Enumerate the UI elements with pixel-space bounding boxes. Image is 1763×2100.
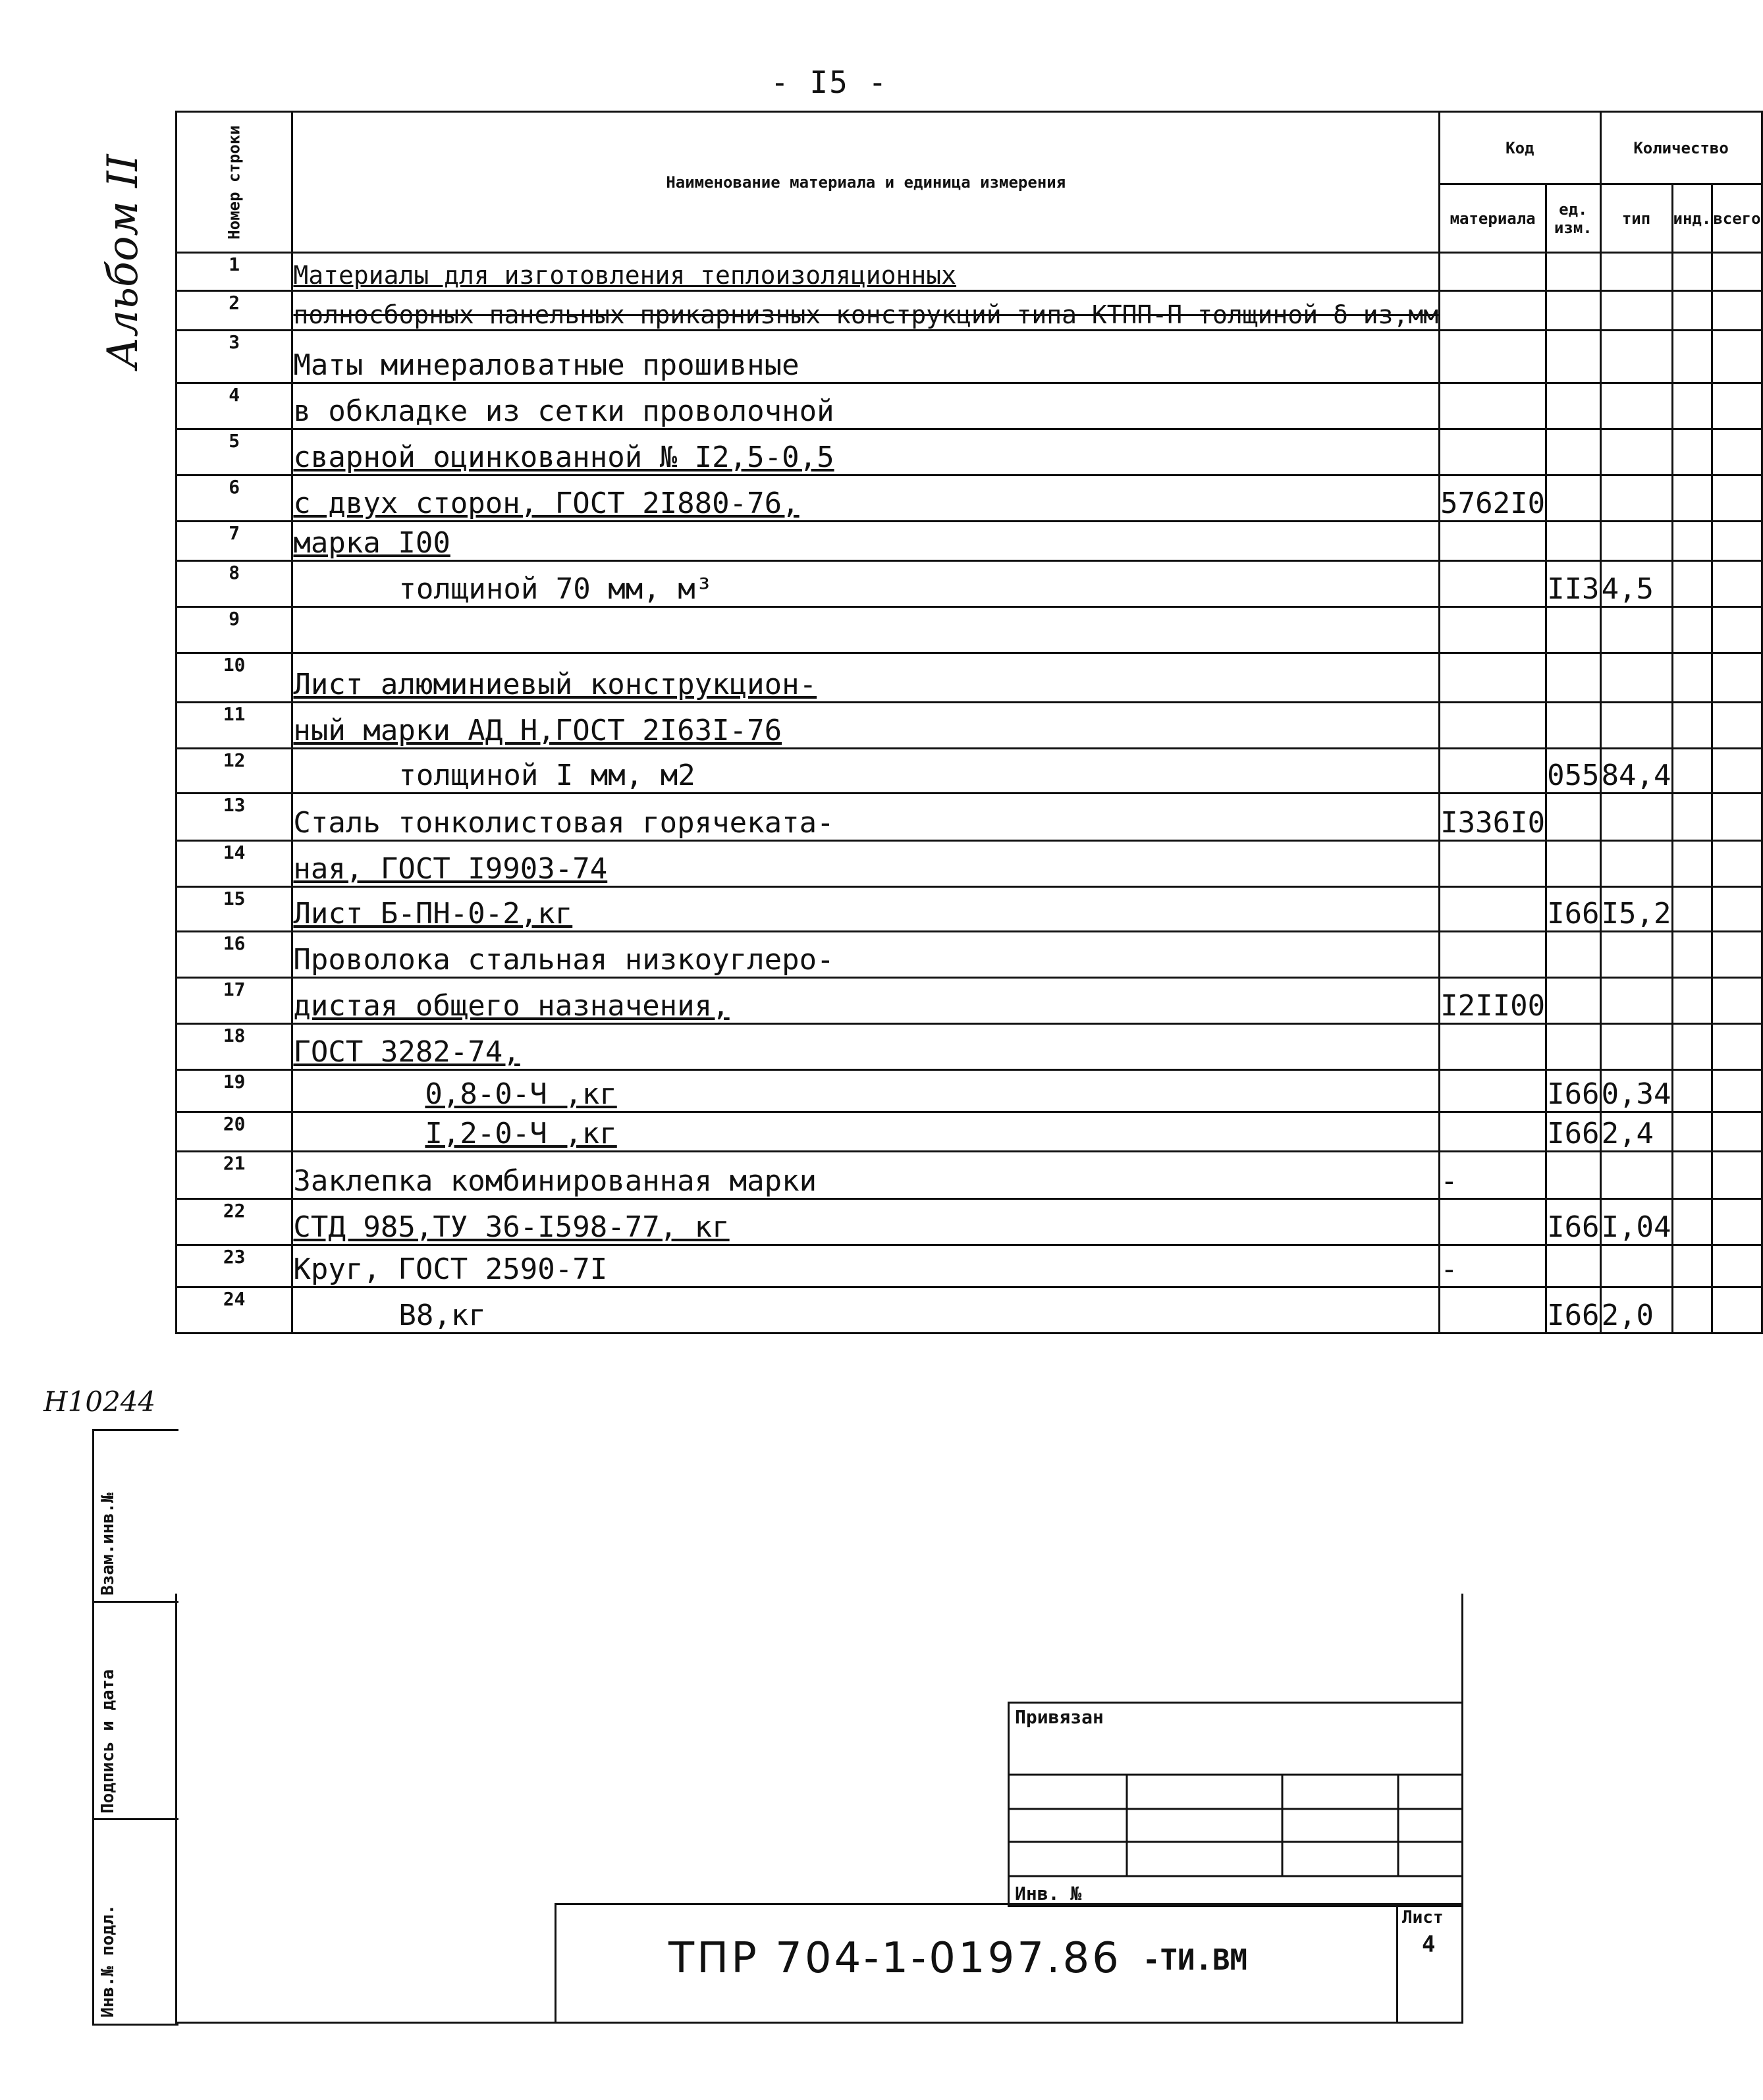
material-code xyxy=(1440,1024,1546,1070)
material-name xyxy=(292,561,1440,607)
qty-type xyxy=(1600,1024,1672,1070)
qty-ind xyxy=(1672,653,1712,703)
frame-cell-signature xyxy=(94,1601,178,1820)
material-code xyxy=(1440,291,1546,331)
material-name xyxy=(292,522,1440,561)
qty-ind xyxy=(1672,607,1712,653)
qty-ind xyxy=(1672,253,1712,291)
table-row xyxy=(176,1287,1762,1333)
unit-code xyxy=(1546,932,1600,978)
qty-ind xyxy=(1672,561,1712,607)
unit-code xyxy=(1546,887,1600,932)
material-code xyxy=(1440,1199,1546,1245)
qty-total xyxy=(1712,794,1762,841)
qty-type xyxy=(1600,1112,1672,1152)
row-number xyxy=(176,1245,292,1287)
material-name xyxy=(292,1245,1440,1287)
unit-code xyxy=(1546,978,1600,1024)
material-name-text: Проволока стальная низкоуглеро- xyxy=(293,943,834,977)
material-name-text: Маты минераловатные прошивные xyxy=(293,348,800,382)
header-qty-total: всего xyxy=(1712,184,1762,253)
unit-code xyxy=(1546,607,1600,653)
material-name xyxy=(292,291,1440,331)
qty-type xyxy=(1600,331,1672,383)
material-code xyxy=(1440,522,1546,561)
row-number-text: 14 xyxy=(223,842,246,863)
qty-ind xyxy=(1672,887,1712,932)
material-code xyxy=(1440,383,1546,429)
material-code xyxy=(1440,703,1546,749)
material-code xyxy=(1440,475,1546,522)
row-number xyxy=(176,978,292,1024)
qty-type xyxy=(1600,932,1672,978)
row-number xyxy=(176,522,292,561)
qty-total xyxy=(1712,331,1762,383)
unit-code xyxy=(1546,1024,1600,1070)
sheet-label: Лист xyxy=(1402,1908,1444,1927)
material-code-text: I336I0 xyxy=(1440,806,1546,840)
table-row xyxy=(176,383,1762,429)
material-name xyxy=(292,749,1440,794)
row-number xyxy=(176,841,292,887)
qty-type xyxy=(1600,841,1672,887)
header-code-material: материала xyxy=(1440,184,1546,253)
qty-ind xyxy=(1672,331,1712,383)
qty-type-text: 2,4 xyxy=(1601,1117,1654,1150)
table-row xyxy=(176,1152,1762,1199)
row-number-text: 22 xyxy=(223,1200,246,1222)
material-name xyxy=(292,475,1440,522)
unit-code xyxy=(1546,1245,1600,1287)
material-name-text: Материалы для изготовления теплоизоляционных xyxy=(293,261,957,290)
row-number-text: 4 xyxy=(229,384,240,406)
qty-ind xyxy=(1672,1287,1712,1333)
material-name xyxy=(292,331,1440,383)
qty-ind xyxy=(1672,475,1712,522)
material-code xyxy=(1440,749,1546,794)
unit-code xyxy=(1546,749,1600,794)
qty-type xyxy=(1600,794,1672,841)
frame-cell-replace xyxy=(94,1429,178,1602)
qty-ind xyxy=(1672,383,1712,429)
unit-code xyxy=(1546,653,1600,703)
row-number-text: 3 xyxy=(229,331,240,353)
qty-type xyxy=(1600,978,1672,1024)
table-row xyxy=(176,1112,1762,1152)
document-code: ТПР 704-1-0197.86 xyxy=(668,1934,1122,1983)
row-number xyxy=(176,749,292,794)
material-name xyxy=(292,653,1440,703)
unit-code-text: I66 xyxy=(1547,1210,1600,1244)
material-name-text: Лист алюминиевый конструкцион- xyxy=(293,668,817,701)
material-code-text: - xyxy=(1440,1252,1458,1286)
material-name xyxy=(292,887,1440,932)
header-row-number: Номер строки xyxy=(176,112,292,253)
row-number-text: 18 xyxy=(223,1025,246,1046)
header-code: Код xyxy=(1440,112,1600,184)
row-number-text: 6 xyxy=(229,476,240,498)
page-number: - I5 - xyxy=(771,65,888,100)
row-number-text: 23 xyxy=(223,1246,246,1268)
qty-total xyxy=(1712,1245,1762,1287)
row-number xyxy=(176,383,292,429)
row-number xyxy=(176,1112,292,1152)
material-name-text: толщиной 70 мм, м³ xyxy=(398,572,713,606)
row-number-text: 16 xyxy=(223,932,246,954)
qty-type-text: I5,2 xyxy=(1601,897,1671,930)
material-name-text: В8,кг xyxy=(398,1299,486,1332)
header-code-unit: ед. изм. xyxy=(1546,184,1600,253)
material-name xyxy=(292,932,1440,978)
material-name-text: марка I00 xyxy=(293,526,450,560)
qty-total xyxy=(1712,1287,1762,1333)
table-row xyxy=(176,1245,1762,1287)
qty-total xyxy=(1712,253,1762,291)
unit-code-text: I66 xyxy=(1547,1117,1600,1150)
qty-total xyxy=(1712,887,1762,932)
qty-type xyxy=(1600,1199,1672,1245)
qty-total xyxy=(1712,383,1762,429)
table-row xyxy=(176,522,1762,561)
qty-type xyxy=(1600,1070,1672,1112)
row-number xyxy=(176,1070,292,1112)
table-row xyxy=(176,1070,1762,1112)
qty-type xyxy=(1600,607,1672,653)
row-number-text: 8 xyxy=(229,562,240,583)
qty-total xyxy=(1712,475,1762,522)
material-code xyxy=(1440,1112,1546,1152)
row-number xyxy=(176,653,292,703)
row-number xyxy=(176,607,292,653)
row-number-text: 13 xyxy=(223,794,246,816)
qty-ind xyxy=(1672,429,1712,475)
row-number-text: 17 xyxy=(223,979,246,1000)
material-name xyxy=(292,841,1440,887)
qty-type xyxy=(1600,653,1672,703)
table-row xyxy=(176,1024,1762,1070)
row-number xyxy=(176,561,292,607)
material-name-text: 0,8-0-Ч ,кг xyxy=(425,1077,617,1111)
material-name-text: ный марки АД Н,ГОСТ 2I63I-76 xyxy=(293,714,782,747)
table-row xyxy=(176,1199,1762,1245)
qty-total xyxy=(1712,932,1762,978)
table-row xyxy=(176,429,1762,475)
qty-ind xyxy=(1672,749,1712,794)
material-code-text: I2II00 xyxy=(1440,989,1546,1023)
table-row xyxy=(176,561,1762,607)
qty-ind xyxy=(1672,703,1712,749)
sheet-number: 4 xyxy=(1422,1931,1436,1958)
row-number-text: 12 xyxy=(223,749,246,771)
qty-ind xyxy=(1672,1152,1712,1199)
unit-code xyxy=(1546,253,1600,291)
album-label: Альбом II xyxy=(99,154,148,369)
sheet-box xyxy=(1396,1905,1461,2024)
material-code xyxy=(1440,331,1546,383)
row-number xyxy=(176,1199,292,1245)
qty-ind xyxy=(1672,1245,1712,1287)
row-number-text: 21 xyxy=(223,1152,246,1174)
row-number xyxy=(176,475,292,522)
material-code xyxy=(1440,1245,1546,1287)
qty-type xyxy=(1600,703,1672,749)
material-name-text: в обкладке из сетки проволочной xyxy=(293,394,834,428)
qty-total xyxy=(1712,1070,1762,1112)
material-name xyxy=(292,253,1440,291)
qty-type xyxy=(1600,291,1672,331)
material-name xyxy=(292,1024,1440,1070)
qty-type-text: 2,0 xyxy=(1601,1299,1654,1332)
qty-total xyxy=(1712,841,1762,887)
row-number-text: 5 xyxy=(229,430,240,452)
unit-code-text: II3 xyxy=(1547,572,1600,606)
header-quantity: Количество xyxy=(1600,112,1762,184)
unit-code xyxy=(1546,1070,1600,1112)
qty-total xyxy=(1712,653,1762,703)
qty-type-text: 4,5 xyxy=(1601,572,1654,606)
qty-ind xyxy=(1672,522,1712,561)
unit-code xyxy=(1546,429,1600,475)
material-code xyxy=(1440,1070,1546,1112)
qty-type xyxy=(1600,1287,1672,1333)
material-name-text: I,2-0-Ч ,кг xyxy=(425,1117,617,1150)
material-code xyxy=(1440,429,1546,475)
table-row xyxy=(176,253,1762,291)
qty-type xyxy=(1600,429,1672,475)
unit-code xyxy=(1546,1152,1600,1199)
qty-type xyxy=(1600,522,1672,561)
inventory-number: H10244 xyxy=(43,1386,156,1418)
row-number-text: 9 xyxy=(229,608,240,630)
row-number xyxy=(176,887,292,932)
material-name-text: ная, ГОСТ I9903-74 xyxy=(293,852,608,886)
qty-type xyxy=(1600,383,1672,429)
qty-total xyxy=(1712,703,1762,749)
unit-code xyxy=(1546,331,1600,383)
material-name-text: сварной оцинкованной № I2,5-0,5 xyxy=(293,441,834,474)
unit-code-text: I66 xyxy=(1547,897,1600,930)
qty-total xyxy=(1712,607,1762,653)
frame-label-original: Инв.№ подл. xyxy=(98,1904,118,2018)
frame-cell-original xyxy=(94,1818,178,2024)
qty-total xyxy=(1712,1199,1762,1245)
unit-code xyxy=(1546,475,1600,522)
qty-total xyxy=(1712,978,1762,1024)
row-number xyxy=(176,1152,292,1199)
qty-total xyxy=(1712,291,1762,331)
row-number-text: 20 xyxy=(223,1113,246,1135)
qty-type xyxy=(1600,561,1672,607)
table-row xyxy=(176,841,1762,887)
material-name xyxy=(292,703,1440,749)
row-number xyxy=(176,703,292,749)
material-code-text: 5762I0 xyxy=(1440,487,1546,520)
binding-stamp xyxy=(1008,1702,1463,1907)
unit-code xyxy=(1546,561,1600,607)
qty-ind xyxy=(1672,1112,1712,1152)
unit-code xyxy=(1546,1199,1600,1245)
qty-ind xyxy=(1672,1024,1712,1070)
unit-code xyxy=(1546,841,1600,887)
material-name xyxy=(292,1287,1440,1333)
unit-code xyxy=(1546,1287,1600,1333)
qty-total xyxy=(1712,1024,1762,1070)
unit-code-text: 055 xyxy=(1547,759,1600,792)
frame-label-signature: Подпись и дата xyxy=(98,1669,118,1814)
material-name-text: Заклепка комбинированная марки xyxy=(293,1164,817,1198)
material-name-text: ГОСТ 3282-74, xyxy=(293,1035,520,1069)
table-row xyxy=(176,291,1762,331)
material-name xyxy=(292,1152,1440,1199)
qty-ind xyxy=(1672,291,1712,331)
row-number-text: 19 xyxy=(223,1071,246,1092)
material-name xyxy=(292,429,1440,475)
unit-code xyxy=(1546,291,1600,331)
table-row xyxy=(176,475,1762,522)
material-name xyxy=(292,1070,1440,1112)
material-name-text: Лист Б-ПН-0-2,кг xyxy=(293,897,573,930)
unit-code xyxy=(1546,522,1600,561)
material-code xyxy=(1440,841,1546,887)
qty-total xyxy=(1712,749,1762,794)
material-name xyxy=(292,383,1440,429)
material-name xyxy=(292,1112,1440,1152)
material-code-text: - xyxy=(1440,1164,1458,1198)
stamp-grid xyxy=(1010,1704,1461,1905)
row-number-text: 24 xyxy=(223,1288,246,1310)
qty-type-text: I,04 xyxy=(1601,1210,1671,1244)
qty-ind xyxy=(1672,932,1712,978)
row-number-text: 2 xyxy=(229,292,240,313)
table-row xyxy=(176,932,1762,978)
qty-total xyxy=(1712,561,1762,607)
table-row xyxy=(176,749,1762,794)
row-number xyxy=(176,1287,292,1333)
unit-code xyxy=(1546,703,1600,749)
frame-label-replace: Взам.инв.№ xyxy=(98,1492,118,1596)
row-number-text: 11 xyxy=(223,703,246,725)
unit-code-text: I66 xyxy=(1547,1299,1600,1332)
qty-total xyxy=(1712,1112,1762,1152)
row-number-text: 1 xyxy=(229,254,240,275)
row-number xyxy=(176,429,292,475)
unit-code xyxy=(1546,1112,1600,1152)
table-row xyxy=(176,978,1762,1024)
material-name-text: толщиной I мм, м2 xyxy=(398,759,695,792)
material-name xyxy=(292,607,1440,653)
qty-type xyxy=(1600,475,1672,522)
header-name: Наименование материала и единица измерения xyxy=(292,112,1440,253)
material-name-text: полносборных панельных прикарнизных конструкций типа КТПП-П толщиной δ из,мм xyxy=(293,300,1439,329)
document-suffix: -ТИ.ВМ xyxy=(1143,1943,1247,1977)
unit-code xyxy=(1546,383,1600,429)
table-row xyxy=(176,653,1762,703)
row-number xyxy=(176,253,292,291)
material-code xyxy=(1440,1152,1546,1199)
material-code xyxy=(1440,561,1546,607)
table-row xyxy=(176,331,1762,383)
material-code xyxy=(1440,978,1546,1024)
title-block xyxy=(555,1903,1463,2024)
qty-total xyxy=(1712,522,1762,561)
row-number xyxy=(176,1024,292,1070)
table-row xyxy=(176,607,1762,653)
qty-ind xyxy=(1672,978,1712,1024)
row-number xyxy=(176,932,292,978)
qty-ind xyxy=(1672,841,1712,887)
material-code xyxy=(1440,794,1546,841)
row-number xyxy=(176,331,292,383)
material-name xyxy=(292,794,1440,841)
material-name-text: с двух сторон, ГОСТ 2I880-76, xyxy=(293,487,800,520)
qty-type xyxy=(1600,1152,1672,1199)
material-code xyxy=(1440,653,1546,703)
qty-type xyxy=(1600,253,1672,291)
row-number-text: 15 xyxy=(223,888,246,909)
material-code xyxy=(1440,253,1546,291)
unit-code-text: I66 xyxy=(1547,1077,1600,1111)
table-body xyxy=(176,253,1762,1333)
specification-table xyxy=(175,111,1763,1334)
qty-total xyxy=(1712,1152,1762,1199)
material-code xyxy=(1440,887,1546,932)
material-name-text: Сталь тонколистовая горячеката- xyxy=(293,806,834,840)
qty-type-text: 84,4 xyxy=(1601,759,1671,792)
material-name xyxy=(292,1199,1440,1245)
material-name xyxy=(292,978,1440,1024)
row-number xyxy=(176,291,292,331)
material-code xyxy=(1440,932,1546,978)
qty-ind xyxy=(1672,1070,1712,1112)
material-code xyxy=(1440,1287,1546,1333)
header-qty-ind: инд. xyxy=(1672,184,1712,253)
qty-ind xyxy=(1672,794,1712,841)
header-qty-type: тип xyxy=(1600,184,1672,253)
table-row xyxy=(176,887,1762,932)
row-number xyxy=(176,794,292,841)
material-name-text: Круг, ГОСТ 2590-7I xyxy=(293,1252,608,1286)
qty-ind xyxy=(1672,1199,1712,1245)
left-margin-frame xyxy=(92,1429,178,2026)
row-number-text: 10 xyxy=(223,654,246,676)
table-row xyxy=(176,703,1762,749)
qty-type xyxy=(1600,887,1672,932)
material-name-text: дистая общего назначения, xyxy=(293,989,730,1023)
material-name-text: СТД 985,ТУ 36-I598-77, кг xyxy=(293,1210,730,1244)
material-code xyxy=(1440,607,1546,653)
qty-type xyxy=(1600,1245,1672,1287)
unit-code xyxy=(1546,794,1600,841)
table-row xyxy=(176,794,1762,841)
qty-type-text: 0,34 xyxy=(1601,1077,1671,1111)
stamp-inv-label: Инв. № xyxy=(1015,1883,1082,1904)
stamp-title: Привязан xyxy=(1015,1706,1104,1728)
qty-type xyxy=(1600,749,1672,794)
row-number-text: 7 xyxy=(229,522,240,544)
qty-total xyxy=(1712,429,1762,475)
